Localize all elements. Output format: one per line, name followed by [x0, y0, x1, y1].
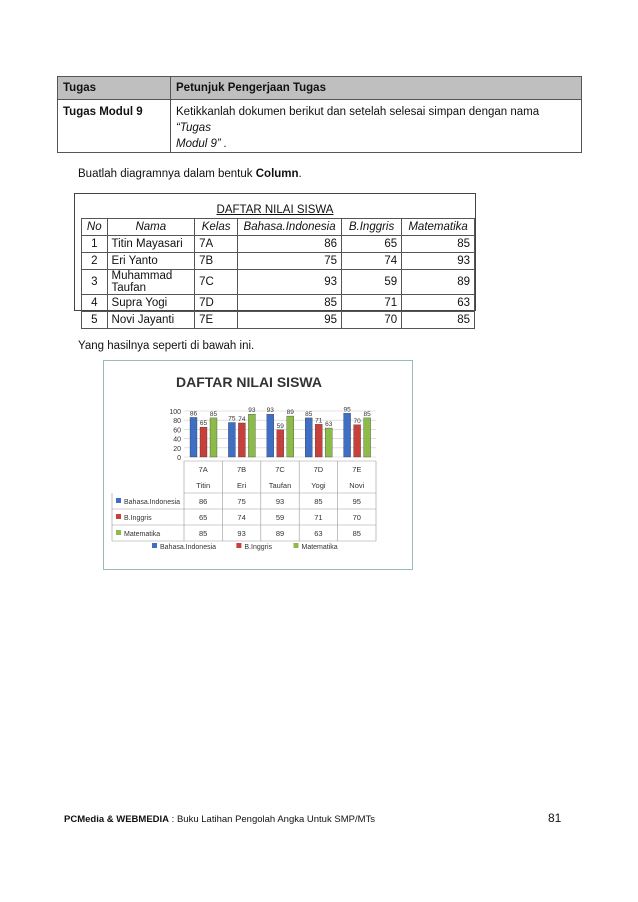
table-value: 70: [352, 513, 361, 522]
table-row: [82, 312, 475, 329]
table-value: 86: [199, 497, 208, 506]
column-chart: [104, 361, 412, 569]
data-label: 70: [353, 417, 361, 425]
y-tick-label: 40: [173, 436, 181, 444]
data-label: 85: [305, 410, 313, 418]
table-value: 95: [352, 497, 361, 506]
table-row: [82, 236, 475, 253]
column-header: B.Inggris: [341, 219, 401, 236]
table-cell: Muhammad Taufan: [107, 270, 195, 295]
table-value: 93: [275, 497, 285, 506]
series-name: B.Inggris: [124, 515, 152, 522]
table-cell: Eri Yanto: [107, 253, 195, 270]
table-row: [82, 270, 475, 295]
table-cell: 74: [341, 253, 401, 270]
table-value: 89: [275, 529, 285, 538]
legend-swatch: [236, 543, 241, 548]
table-value: 93: [237, 529, 246, 538]
legend-label: Bahasa.Indonesia: [160, 544, 217, 551]
table-value: 65: [199, 513, 208, 522]
category-name: Yogi: [311, 481, 326, 490]
table-cell: 7B: [195, 253, 238, 270]
category-label: 7E: [352, 465, 362, 474]
table-cell: 93: [238, 270, 342, 295]
bar: [354, 425, 361, 457]
series-swatch: [116, 498, 121, 503]
data-label: 63: [325, 421, 333, 429]
data-table-title: DAFTAR NILAI SISWA: [216, 204, 334, 216]
column-header: Bahasa.Indonesia: [238, 219, 342, 236]
task-header-petunjuk: Petunjuk Pengerjaan Tugas: [171, 77, 582, 100]
table-value: 75: [237, 497, 246, 506]
table-cell: 95: [238, 312, 342, 329]
category-name: Taufan: [268, 481, 292, 490]
table-cell: 85: [238, 295, 342, 312]
table-cell: 85: [402, 236, 475, 253]
table-cell: 2: [82, 253, 108, 270]
data-label: 85: [209, 410, 218, 418]
data-label: 74: [238, 415, 246, 423]
table-value: 71: [314, 513, 323, 522]
data-label: 95: [343, 406, 351, 414]
bar: [277, 430, 284, 457]
bar: [287, 416, 294, 457]
table-row: [82, 253, 475, 270]
bar: [210, 418, 217, 457]
bar: [325, 428, 332, 457]
table-cell: 7C: [195, 270, 238, 295]
data-label: 85: [363, 410, 371, 418]
category-label: 7C: [275, 465, 285, 474]
table-cell: 71: [341, 295, 401, 312]
category-name: Novi: [349, 481, 365, 490]
y-tick-label: 60: [173, 427, 181, 435]
task-instruction: Ketikkanlah dokumen berikut dan setelah selesai simpan dengan nama “Tugas Modul 9” .: [171, 100, 582, 153]
column-header: Nama: [107, 219, 195, 236]
bar: [190, 417, 197, 457]
chart-title: DAFTAR NILAI SISWA: [176, 374, 322, 390]
data-label: 59: [276, 422, 284, 430]
data-label: 93: [266, 407, 274, 415]
column-header: Matematika: [402, 219, 475, 236]
footer-text: PCMedia & WEBMEDIA : Buku Latihan Pengolah Angka Untuk SMP/MTs: [64, 814, 375, 825]
data-table: [81, 218, 475, 329]
bar: [228, 423, 235, 458]
table-cell: 7E: [195, 312, 238, 329]
category-label: 7A: [198, 465, 208, 474]
table-cell: Supra Yogi: [107, 295, 195, 312]
category-label: 7D: [313, 465, 324, 474]
table-value: 74: [237, 513, 246, 522]
data-label: 71: [315, 417, 323, 425]
series-swatch: [116, 530, 121, 535]
table-cell: 59: [341, 270, 401, 295]
legend-swatch: [152, 543, 157, 548]
y-tick-label: 0: [177, 455, 181, 462]
category-name: Eri: [237, 481, 247, 490]
table-cell: 70: [341, 312, 401, 329]
series-name: Bahasa.Indonesia: [124, 499, 181, 506]
data-label: 89: [286, 409, 294, 417]
legend-label: B.Inggris: [244, 544, 273, 551]
category-label: 7B: [237, 465, 247, 474]
y-tick-label: 100: [169, 409, 181, 416]
bar: [200, 427, 207, 457]
intro-text: Buatlah diagramnya dalam bentuk Column.: [78, 168, 302, 180]
table-value: 85: [352, 529, 361, 538]
table-cell: 63: [402, 295, 475, 312]
table-cell: 93: [402, 253, 475, 270]
bar: [305, 418, 312, 457]
chart-frame: [103, 360, 413, 570]
table-cell: 85: [402, 312, 475, 329]
table-cell: 5: [82, 312, 108, 329]
bar: [238, 423, 245, 457]
y-tick-label: 20: [173, 445, 181, 453]
table-value: 85: [199, 529, 208, 538]
data-table-box: [74, 193, 476, 326]
page-number: 81: [548, 811, 562, 825]
table-value: 59: [275, 513, 285, 522]
legend-swatch: [294, 543, 299, 548]
table-cell: 1: [82, 236, 108, 253]
task-table: [57, 76, 582, 153]
table-value: 85: [314, 497, 323, 506]
bar: [344, 413, 351, 457]
column-header: Kelas: [195, 219, 238, 236]
table-cell: 7A: [195, 236, 238, 253]
category-name: Titin: [196, 481, 211, 490]
bar: [267, 414, 274, 457]
data-label: 93: [248, 407, 256, 415]
series-name: Matematika: [124, 531, 161, 538]
legend-label: Matematika: [301, 544, 338, 551]
bar: [248, 414, 255, 457]
table-cell: 4: [82, 295, 108, 312]
table-cell: 86: [238, 236, 342, 253]
y-tick-label: 80: [173, 418, 181, 426]
table-cell: 75: [238, 253, 342, 270]
bar: [315, 424, 322, 457]
table-cell: 7D: [195, 295, 238, 312]
result-text: Yang hasilnya seperti di bawah ini.: [78, 340, 255, 352]
table-row: [82, 295, 475, 312]
data-label: 86: [189, 410, 198, 418]
column-header: No: [82, 219, 108, 236]
table-cell: 3: [82, 270, 108, 295]
bar: [364, 418, 371, 457]
table-cell: 89: [402, 270, 475, 295]
task-header-tugas: Tugas: [58, 77, 171, 100]
table-cell: Titin Mayasari: [107, 236, 195, 253]
series-swatch: [116, 514, 121, 519]
table-cell: Novi Jayanti: [107, 312, 195, 329]
task-name: Tugas Modul 9: [58, 100, 171, 153]
table-value: 63: [314, 529, 323, 538]
table-cell: 65: [341, 236, 401, 253]
data-label: 65: [199, 420, 208, 428]
data-label: 75: [228, 415, 236, 423]
